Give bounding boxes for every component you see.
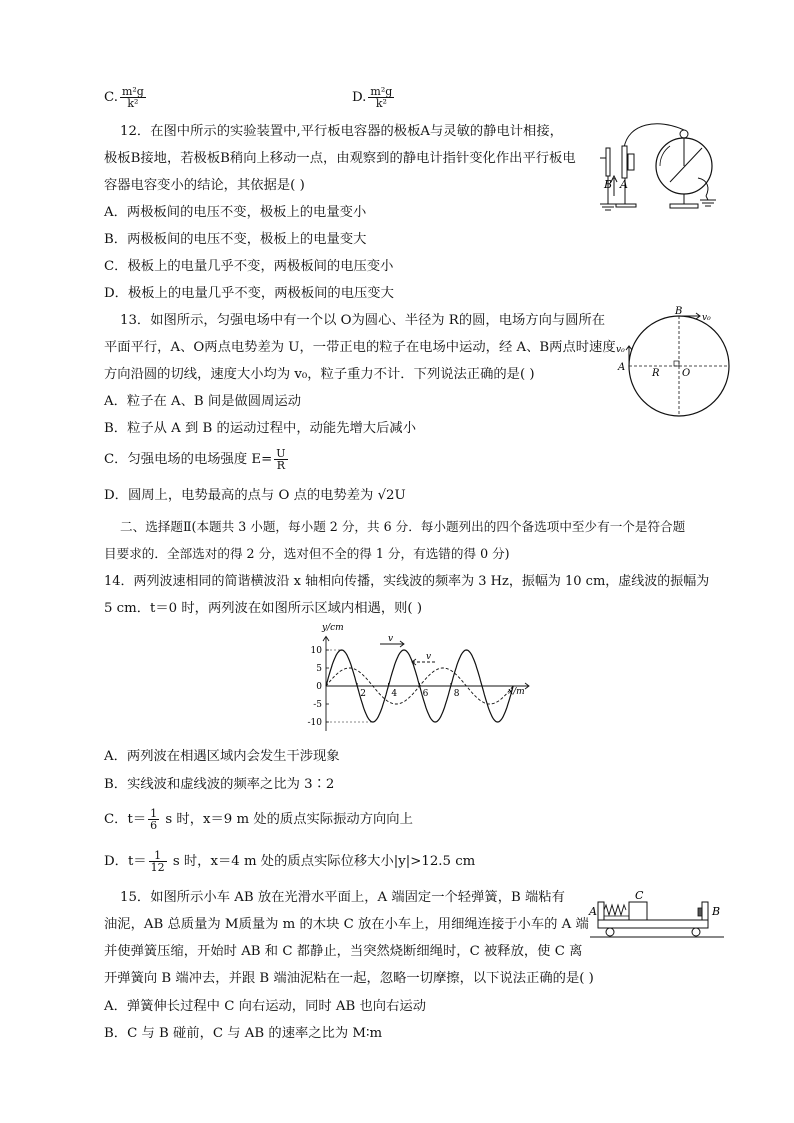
fraction [274,448,287,471]
q13-option-c [104,448,290,471]
chart-ticks [308,646,460,728]
velocity-b-label: v₀ [702,313,711,323]
fraction [149,850,167,873]
q15-stem-line1: 15．如图所示小车 AB 放在光滑水平面上，A 端固定一个轻弹簧，B 端粘有 [120,890,565,905]
y-tick-label: -5 [313,700,322,710]
y-axis-label: y/cm [322,623,344,633]
x-tick-label: 2 [360,689,366,699]
electrometer-figure [588,118,728,218]
chart-axes [323,636,529,731]
q12-option-a: A．两极板间的电压不变，极板上的电量变小 [104,205,367,220]
x-tick-label: 4 [391,689,398,699]
fraction-denominator: 12 [150,861,165,874]
q13-stem-line3: 方向沿圆的切线，速度大小均为 v₀，粒子重力不计．下列说法正确的是( ) [104,367,535,382]
block-c-label: C [635,890,644,902]
solid-velocity-label: v [388,634,394,644]
q12-option-b: B．两极板间的电压不变，极板上的电量变大 [104,232,367,247]
fraction [368,86,394,109]
y-tick-label: 10 [310,646,322,656]
option-c-prev [104,86,148,109]
x-tick-label: 8 [453,689,460,699]
option-d-prev [352,86,396,109]
wave-chart [296,620,536,740]
q14-stem-line1: 14．两列波速相同的简谐横波沿 x 轴相向传播，实线波的频率为 3 Hz，振幅为 10 cm，虚线波的振幅为 [104,574,710,589]
q15-option-a: A．弹簧伸长过程中 C 向右运动，同时 AB 也向右运动 [104,999,426,1014]
end-b-label: B [712,905,721,918]
q12-stem-line3: 容器电容变小的结论，其依据是( ) [104,178,305,193]
option-text: C．匀强电场的电场强度 E= [104,452,273,467]
section2-line2: 目要求的．全部选对的得 2 分，选对但不全的得 1 分，有选错的得 0 分) [104,546,510,561]
point-a-label: A [618,362,626,373]
y-tick-label: 0 [316,682,322,692]
x-axis-label: x/m [508,687,525,697]
fraction [148,808,159,831]
x-tick-label: 6 [422,689,429,699]
q15-option-b: B．C 与 B 碰前，C 与 AB 的速率之比为 M∶m [104,1026,383,1041]
circle-field-figure [612,304,732,418]
section2-line1: 二、选择题Ⅱ(本题共 3 小题，每小题 2 分，共 6 分．每小题列出的四个备选项中至少有一个是符合题 [120,519,686,534]
plate-a-label: A [620,178,628,191]
q12-stem-line1: 12．在图中所示的实验装置中,平行板电容器的极板A与灵敏的静电计相接， [120,124,563,139]
fraction-denominator: 6 [150,819,158,832]
radius-label: R [652,368,660,379]
fraction-numerator: U [276,447,286,460]
q15-stem-line4: 开弹簧向 B 端冲去，并跟 B 端油泥粘在一起，忽略一切摩擦，以下说法正确的是( ) [104,971,594,986]
q14-option-c [104,808,413,831]
plate-b-label: B [604,178,613,191]
fraction-numerator: m²g [370,85,393,98]
q12-stem-line2: 极板B接地，若极板B稍向上移动一点，由观察到的静电计指针变化作出平行板电 [104,151,576,166]
q15-stem-line2: 油泥，AB 总质量为 M质量为 m 的木块 C 放在小车上，用细绳连接于小车的 A 端 [104,917,589,932]
fraction-numerator: 1 [149,850,167,862]
option-label: D. [352,90,367,105]
q14-stem-line2: 5 cm．t＝0 时，两列波在如图所示区域内相遇，则( ) [104,601,423,616]
fraction-denominator: R [276,459,285,472]
q13-option-b: B．粒子从 A 到 B 的运动过程中，动能先增大后减小 [104,421,416,436]
y-tick-label: -10 [307,718,322,728]
y-tick-label: 5 [316,664,322,674]
fraction [120,86,146,109]
option-text: s 时，x＝9 m 处的质点实际振动方向向上 [161,812,413,827]
center-o-label: O [682,368,691,379]
q13-option-d: D．圆周上，电势最高的点与 O 点的电势差为 √2U [104,488,406,503]
q13-stem-line1: 13．如图所示，匀强电场中有一个以 O为圆心、半径为 R的圆，电场方向与圆所在 [120,313,606,328]
dashed-velocity-label: v [426,652,432,662]
fraction-denominator: k² [127,97,139,110]
point-b-label: B [675,306,683,317]
cart-figure [588,890,728,946]
q14-option-b: B．实线波和虚线波的频率之比为 3∶2 [104,777,335,792]
q13-option-a: A．粒子在 A、B 间是做圆周运动 [104,394,301,409]
fraction-denominator: k² [375,97,387,110]
velocity-a-label: v₀ [616,345,625,355]
end-a-label: A [589,905,597,918]
fraction-numerator: m²g [121,85,144,98]
option-text: C．t＝ [104,812,147,827]
q12-option-d: D．极板上的电量几乎不变，两极板间的电压变大 [104,286,394,301]
fraction-numerator: 1 [150,807,158,820]
q15-stem-line3: 并使弹簧压缩，开始时 AB 和 C 都静止，当突然烧断细绳时，C 被释放，使 C 离 [104,944,583,959]
option-label: C. [104,90,118,105]
q14-option-d [104,850,475,873]
option-text: D．t＝ [104,854,147,869]
q13-stem-line2: 平面平行，A、O两点电势差为 U，一带正电的粒子在电场中运动，经 A、B两点时速度 [104,340,616,355]
option-text: s 时，x＝4 m 处的质点实际位移大小|y|>12.5 cm [168,854,476,869]
q14-option-a: A．两列波在相遇区域内会发生干涉现象 [104,749,340,764]
q12-option-c: C．极板上的电量几乎不变，两极板间的电压变小 [104,259,394,274]
